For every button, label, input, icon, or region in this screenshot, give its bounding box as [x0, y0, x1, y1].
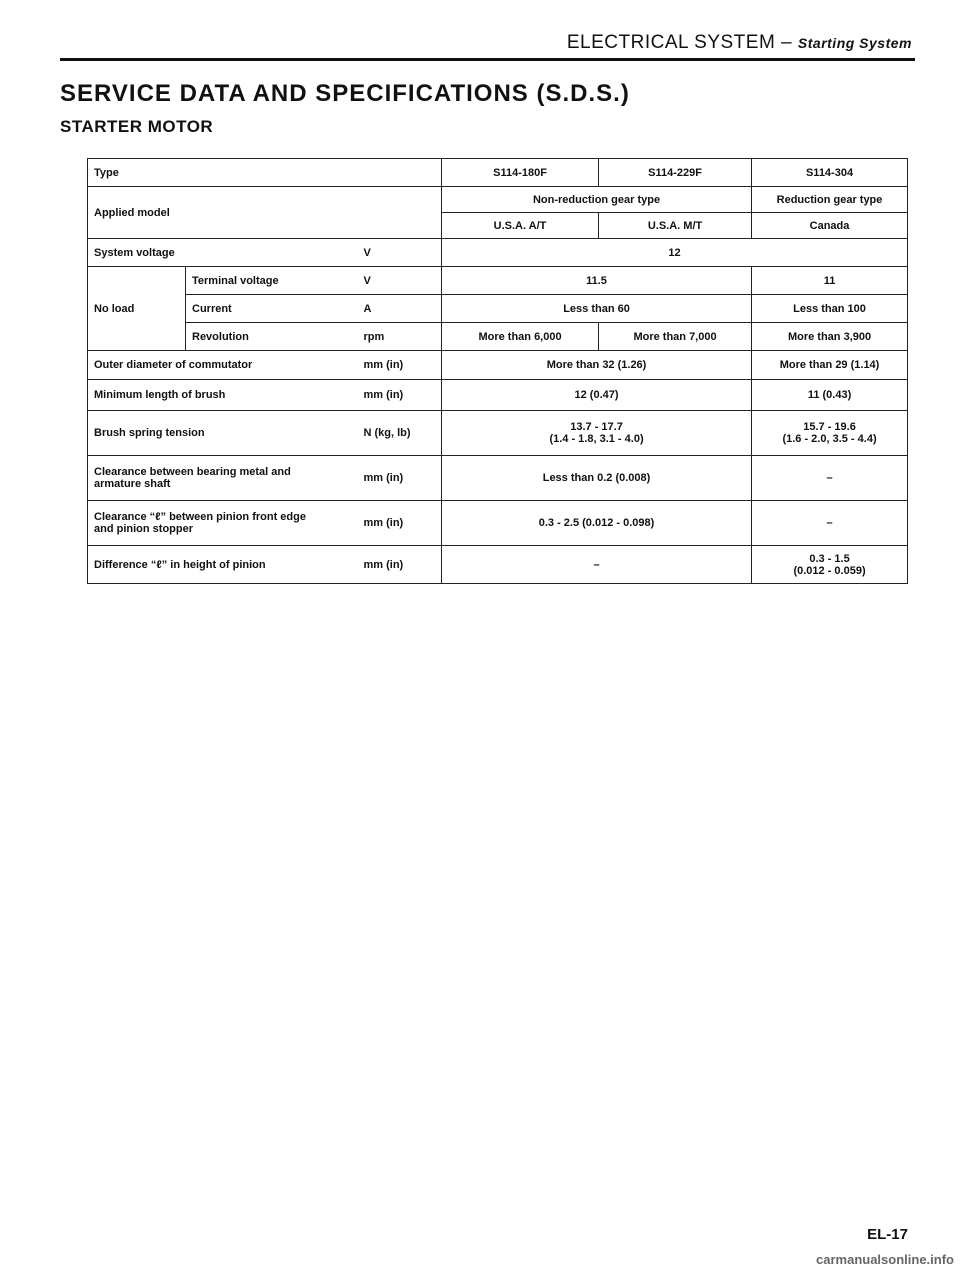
pinion-height-value-2	[752, 546, 908, 584]
market-3: Canada	[752, 213, 908, 239]
system-voltage-label: System voltage	[88, 239, 358, 267]
table-row-system-voltage	[88, 239, 908, 267]
brush-tension-value-1-line2: (1.4 - 1.8, 3.1 - 4.0)	[549, 433, 644, 445]
model-3: S114-304	[752, 159, 908, 187]
page-title: SERVICE DATA AND SPECIFICATIONS (S.D.S.)	[60, 80, 630, 107]
table-row-type	[88, 159, 908, 187]
terminal-voltage-value-1: 11.5	[442, 267, 752, 295]
gear-type-2: Reduction gear type	[752, 187, 908, 213]
gear-type-1: Non-reduction gear type	[442, 187, 752, 213]
table-row-current	[88, 295, 908, 323]
table-row-commutator	[88, 351, 908, 380]
brush-length-unit: mm (in)	[358, 380, 442, 411]
commutator-value-2: More than 29 (1.14)	[752, 351, 908, 380]
table-row-bearing-clearance	[88, 456, 908, 501]
brush-length-label: Minimum length of brush	[88, 380, 358, 411]
brush-tension-value-2-line1: 15.7 - 19.6	[803, 421, 856, 433]
brush-length-value-1: 12 (0.47)	[442, 380, 752, 411]
brush-length-value-2: 11 (0.43)	[752, 380, 908, 411]
spec-table	[87, 158, 908, 584]
section-separator: –	[775, 32, 798, 53]
bearing-clearance-unit: mm (in)	[358, 456, 442, 501]
pinion-clearance-label	[88, 501, 358, 546]
brush-tension-value-2-line2: (1.6 - 2.0, 3.5 - 4.4)	[782, 433, 877, 445]
bearing-clearance-value-1: Less than 0.2 (0.008)	[442, 456, 752, 501]
table-row-brush-length	[88, 380, 908, 411]
commutator-unit: mm (in)	[358, 351, 442, 380]
applied-model-label: Applied model	[88, 187, 442, 239]
market-1: U.S.A. A/T	[442, 213, 599, 239]
table-row-brush-tension	[88, 411, 908, 456]
market-2: U.S.A. M/T	[599, 213, 752, 239]
pinion-height-value-2-line2: (0.012 - 0.059)	[793, 564, 866, 577]
current-unit: A	[358, 295, 442, 323]
bearing-clearance-label-line1: Clearance between bearing metal and	[94, 466, 291, 478]
brush-tension-value-2	[752, 411, 908, 456]
model-1: S114-180F	[442, 159, 599, 187]
page-subtitle: STARTER MOTOR	[60, 117, 214, 136]
section-header	[567, 32, 912, 54]
commutator-label: Outer diameter of commutator	[88, 351, 358, 380]
brush-tension-unit: N (kg, lb)	[358, 411, 442, 456]
current-value-2: Less than 100	[752, 295, 908, 323]
pinion-clearance-value-2: –	[752, 501, 908, 546]
commutator-value-1: More than 32 (1.26)	[442, 351, 752, 380]
revolution-value-1: More than 6,000	[442, 323, 599, 351]
table-row-gear-type	[88, 187, 908, 213]
revolution-unit: rpm	[358, 323, 442, 351]
pinion-clearance-label-line2: and pinion stopper	[94, 523, 193, 535]
subsection-title: Starting System	[797, 35, 912, 51]
type-label: Type	[88, 159, 442, 187]
bearing-clearance-value-2: –	[752, 456, 908, 501]
terminal-voltage-label: Terminal voltage	[186, 267, 358, 295]
model-2: S114-229F	[599, 159, 752, 187]
pinion-height-label: Difference “ℓ” in height of pinion	[88, 546, 358, 584]
footer-watermark: carmanualsonline.info	[816, 1252, 954, 1267]
pinion-height-value-1: –	[442, 546, 752, 584]
current-label: Current	[186, 295, 358, 323]
revolution-value-3: More than 3,900	[752, 323, 908, 351]
terminal-voltage-unit: V	[358, 267, 442, 295]
section-title: ELECTRICAL SYSTEM	[566, 32, 776, 53]
no-load-label: No load	[88, 267, 186, 351]
brush-tension-value-1	[442, 411, 752, 456]
pinion-height-unit: mm (in)	[358, 546, 442, 584]
system-voltage-unit: V	[358, 239, 442, 267]
revolution-value-2: More than 7,000	[599, 323, 752, 351]
table-row-revolution	[88, 323, 908, 351]
pinion-height-value-2-line1: 0.3 - 1.5	[809, 552, 850, 565]
revolution-label: Revolution	[186, 323, 358, 351]
bearing-clearance-label-line2: armature shaft	[94, 478, 171, 490]
pinion-clearance-label-line1: Clearance “ℓ” between pinion front edge	[94, 511, 306, 523]
bearing-clearance-label	[88, 456, 358, 501]
brush-tension-value-1-line1: 13.7 - 17.7	[570, 421, 623, 433]
table-row-pinion-height	[88, 546, 908, 584]
terminal-voltage-value-2: 11	[752, 267, 908, 295]
page-number: EL-17	[867, 1226, 908, 1243]
system-voltage-value: 12	[442, 239, 908, 267]
pinion-clearance-value-1: 0.3 - 2.5 (0.012 - 0.098)	[442, 501, 752, 546]
current-value-1: Less than 60	[442, 295, 752, 323]
table-row-pinion-clearance	[88, 501, 908, 546]
brush-tension-label: Brush spring tension	[88, 411, 358, 456]
table-row-terminal-voltage	[88, 267, 908, 295]
pinion-clearance-unit: mm (in)	[358, 501, 442, 546]
